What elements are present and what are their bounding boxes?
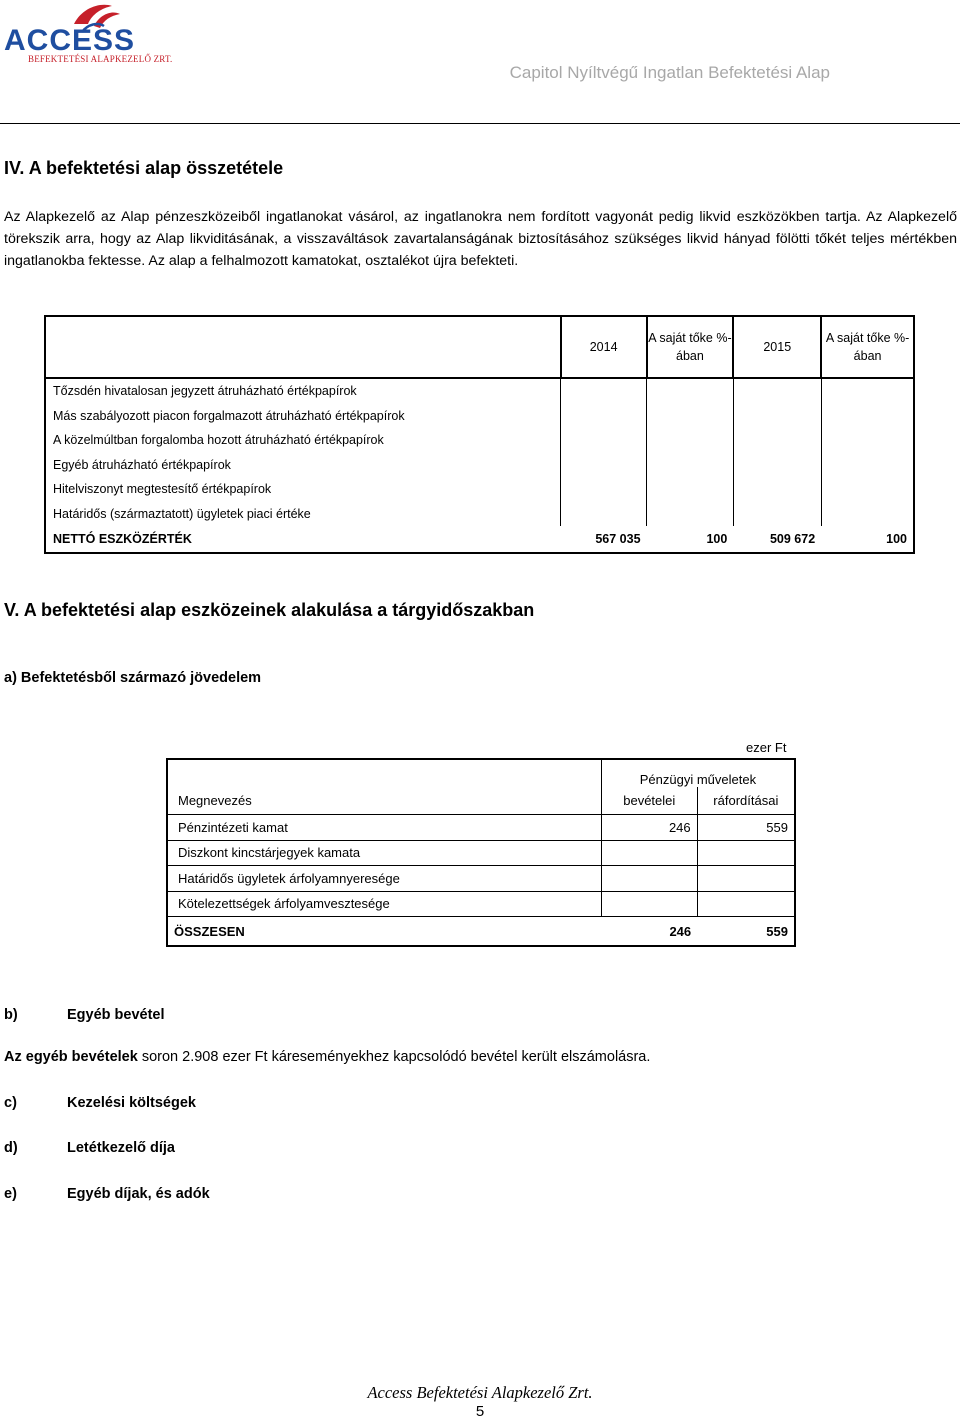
cell bbox=[697, 840, 795, 866]
group-header: Pénzügyi műveletek bbox=[601, 759, 795, 787]
item-d-text: Letétkezelő díja bbox=[67, 1140, 175, 1156]
cell bbox=[647, 404, 734, 429]
item-c bbox=[4, 1095, 196, 1111]
cell bbox=[647, 477, 734, 502]
row-label: Pénzintézeti kamat bbox=[167, 815, 601, 841]
header-cell: 2014 bbox=[561, 316, 647, 378]
cell bbox=[821, 428, 914, 453]
total-label: NETTÓ ESZKÖZÉRTÉK bbox=[45, 526, 561, 553]
col-income: bevételei bbox=[601, 787, 697, 815]
table-row bbox=[167, 840, 795, 866]
cell bbox=[697, 891, 795, 917]
paragraph-tail: Az alap a felhalmozott kamatokat, osztalékot újra befekteti. bbox=[148, 253, 519, 269]
row-label: A közelmúltban forgalomba hozott átruházható értékpapírok bbox=[45, 428, 561, 453]
cell: 246 bbox=[601, 815, 697, 841]
page-number: 5 bbox=[475, 1403, 485, 1420]
row-label: Tőzsdén hivatalosan jegyzett átruházható értékpapírok bbox=[45, 378, 561, 404]
cell bbox=[561, 502, 647, 527]
item-e-text: Egyéb díjak, és adók bbox=[67, 1186, 210, 1202]
group-header-row bbox=[167, 759, 795, 787]
table-row bbox=[45, 477, 914, 502]
col-expense: ráfordításai bbox=[697, 787, 795, 815]
row-label: Diszkont kincstárjegyek kamata bbox=[167, 840, 601, 866]
item-c-text: Kezelési költségek bbox=[67, 1095, 196, 1111]
col-name: Megnevezés bbox=[167, 787, 601, 815]
item-b-paragraph bbox=[4, 1049, 650, 1065]
item-d-label: d) bbox=[4, 1140, 18, 1156]
cell: 559 bbox=[697, 815, 795, 841]
row-label: Kötelezettségek árfolyamvesztesége bbox=[167, 891, 601, 917]
cell bbox=[733, 428, 821, 453]
footer-company: Access Befektetési Alapkezelő Zrt. bbox=[367, 1383, 593, 1402]
section-4-heading: IV. A befektetési alap összetétele bbox=[4, 158, 284, 178]
cell bbox=[821, 378, 914, 404]
cell bbox=[821, 453, 914, 478]
cell bbox=[601, 891, 697, 917]
cell bbox=[821, 404, 914, 429]
unit-label: ezer Ft bbox=[746, 740, 787, 755]
cell bbox=[561, 404, 647, 429]
total-2014: 567 035 bbox=[561, 526, 647, 553]
row-label: Egyéb átruházható értékpapírok bbox=[45, 453, 561, 478]
logo-wordmark: ACCESS bbox=[4, 24, 136, 57]
cell bbox=[561, 453, 647, 478]
section-5-heading: V. A befektetési alap eszközeinek alakulása a tárgyidőszakban bbox=[4, 600, 535, 620]
cell bbox=[821, 477, 914, 502]
header-cell: 2015 bbox=[733, 316, 821, 378]
header-cell: A saját tőke %-ában bbox=[821, 316, 914, 378]
total-2015: 509 672 bbox=[733, 526, 821, 553]
item-b bbox=[4, 1007, 165, 1023]
table-row bbox=[45, 453, 914, 478]
cell bbox=[601, 840, 697, 866]
paragraph-main: Az Alapkezelő az Alap pénzeszközeiből ingatlanokat vásárol, az ingatlanokra nem fordított vagyonát pedig likvid eszközökben tartja. Az Alapkezelő törekszik arra, hogy az Alap likviditásának, a visszaváltások zavartalanságának biztosításához szükséges likvid hányad fölötti tőkét teljes mértékben ingatlanokba fektesse. bbox=[4, 209, 957, 269]
header-cell bbox=[45, 316, 561, 378]
cell bbox=[733, 453, 821, 478]
item-b-text: Egyéb bevétel bbox=[67, 1007, 165, 1023]
item-b-paragraph-bold: Az egyéb bevételek bbox=[4, 1049, 138, 1065]
cell bbox=[647, 378, 734, 404]
column-header-row bbox=[167, 787, 795, 815]
row-label: Más szabályozott piacon forgalmazott átruházható értékpapírok bbox=[45, 404, 561, 429]
total-label: ÖSSZESEN bbox=[167, 917, 601, 947]
total-2015-pct: 100 bbox=[821, 526, 914, 553]
document-title: Capitol Nyíltvégű Ingatlan Befektetési Alap bbox=[509, 63, 830, 82]
total-expense: 559 bbox=[697, 917, 795, 947]
subsection-a-heading: a) Befektetésből származó jövedelem bbox=[4, 670, 262, 686]
row-label: Határidős (származtatott) ügyletek piaci értéke bbox=[45, 502, 561, 527]
total-2014-pct: 100 bbox=[647, 526, 734, 553]
table-row bbox=[45, 378, 914, 404]
item-e-label: e) bbox=[4, 1186, 17, 1202]
cell bbox=[647, 453, 734, 478]
total-row bbox=[45, 526, 914, 553]
cell bbox=[733, 378, 821, 404]
item-b-label: b) bbox=[4, 1007, 18, 1023]
table-row bbox=[45, 404, 914, 429]
company-logo bbox=[4, 2, 176, 68]
row-label: Hitelviszonyt megtestesítő értékpapírok bbox=[45, 477, 561, 502]
cell bbox=[647, 428, 734, 453]
cell bbox=[647, 502, 734, 527]
table-row bbox=[45, 502, 914, 527]
cell bbox=[697, 866, 795, 892]
section-4-paragraph bbox=[4, 206, 957, 272]
item-d bbox=[4, 1140, 175, 1156]
total-income: 246 bbox=[601, 917, 697, 947]
total-row bbox=[167, 917, 795, 947]
item-e bbox=[4, 1186, 210, 1202]
header-cell: A saját tőke %-ában bbox=[647, 316, 734, 378]
item-c-label: c) bbox=[4, 1095, 17, 1111]
cell bbox=[561, 378, 647, 404]
cell bbox=[561, 428, 647, 453]
table-row bbox=[167, 891, 795, 917]
table-row bbox=[45, 428, 914, 453]
row-label: Határidős ügyletek árfolyamnyeresége bbox=[167, 866, 601, 892]
table-row bbox=[167, 866, 795, 892]
cell bbox=[733, 502, 821, 527]
item-b-paragraph-rest: soron 2.908 ezer Ft káreseményekhez kapcsolódó bevétel került elszámolásra. bbox=[137, 1049, 651, 1065]
table-row bbox=[167, 815, 795, 841]
cell bbox=[733, 404, 821, 429]
header-divider bbox=[0, 123, 960, 124]
cell bbox=[601, 866, 697, 892]
cell bbox=[821, 502, 914, 527]
table-header-row bbox=[45, 316, 914, 378]
logo-subtitle: BEFEKTETÉSI ALAPKEZELŐ ZRT. bbox=[28, 54, 173, 64]
cell bbox=[733, 477, 821, 502]
investment-income-table bbox=[166, 758, 796, 947]
cell bbox=[561, 477, 647, 502]
composition-table bbox=[44, 315, 915, 554]
